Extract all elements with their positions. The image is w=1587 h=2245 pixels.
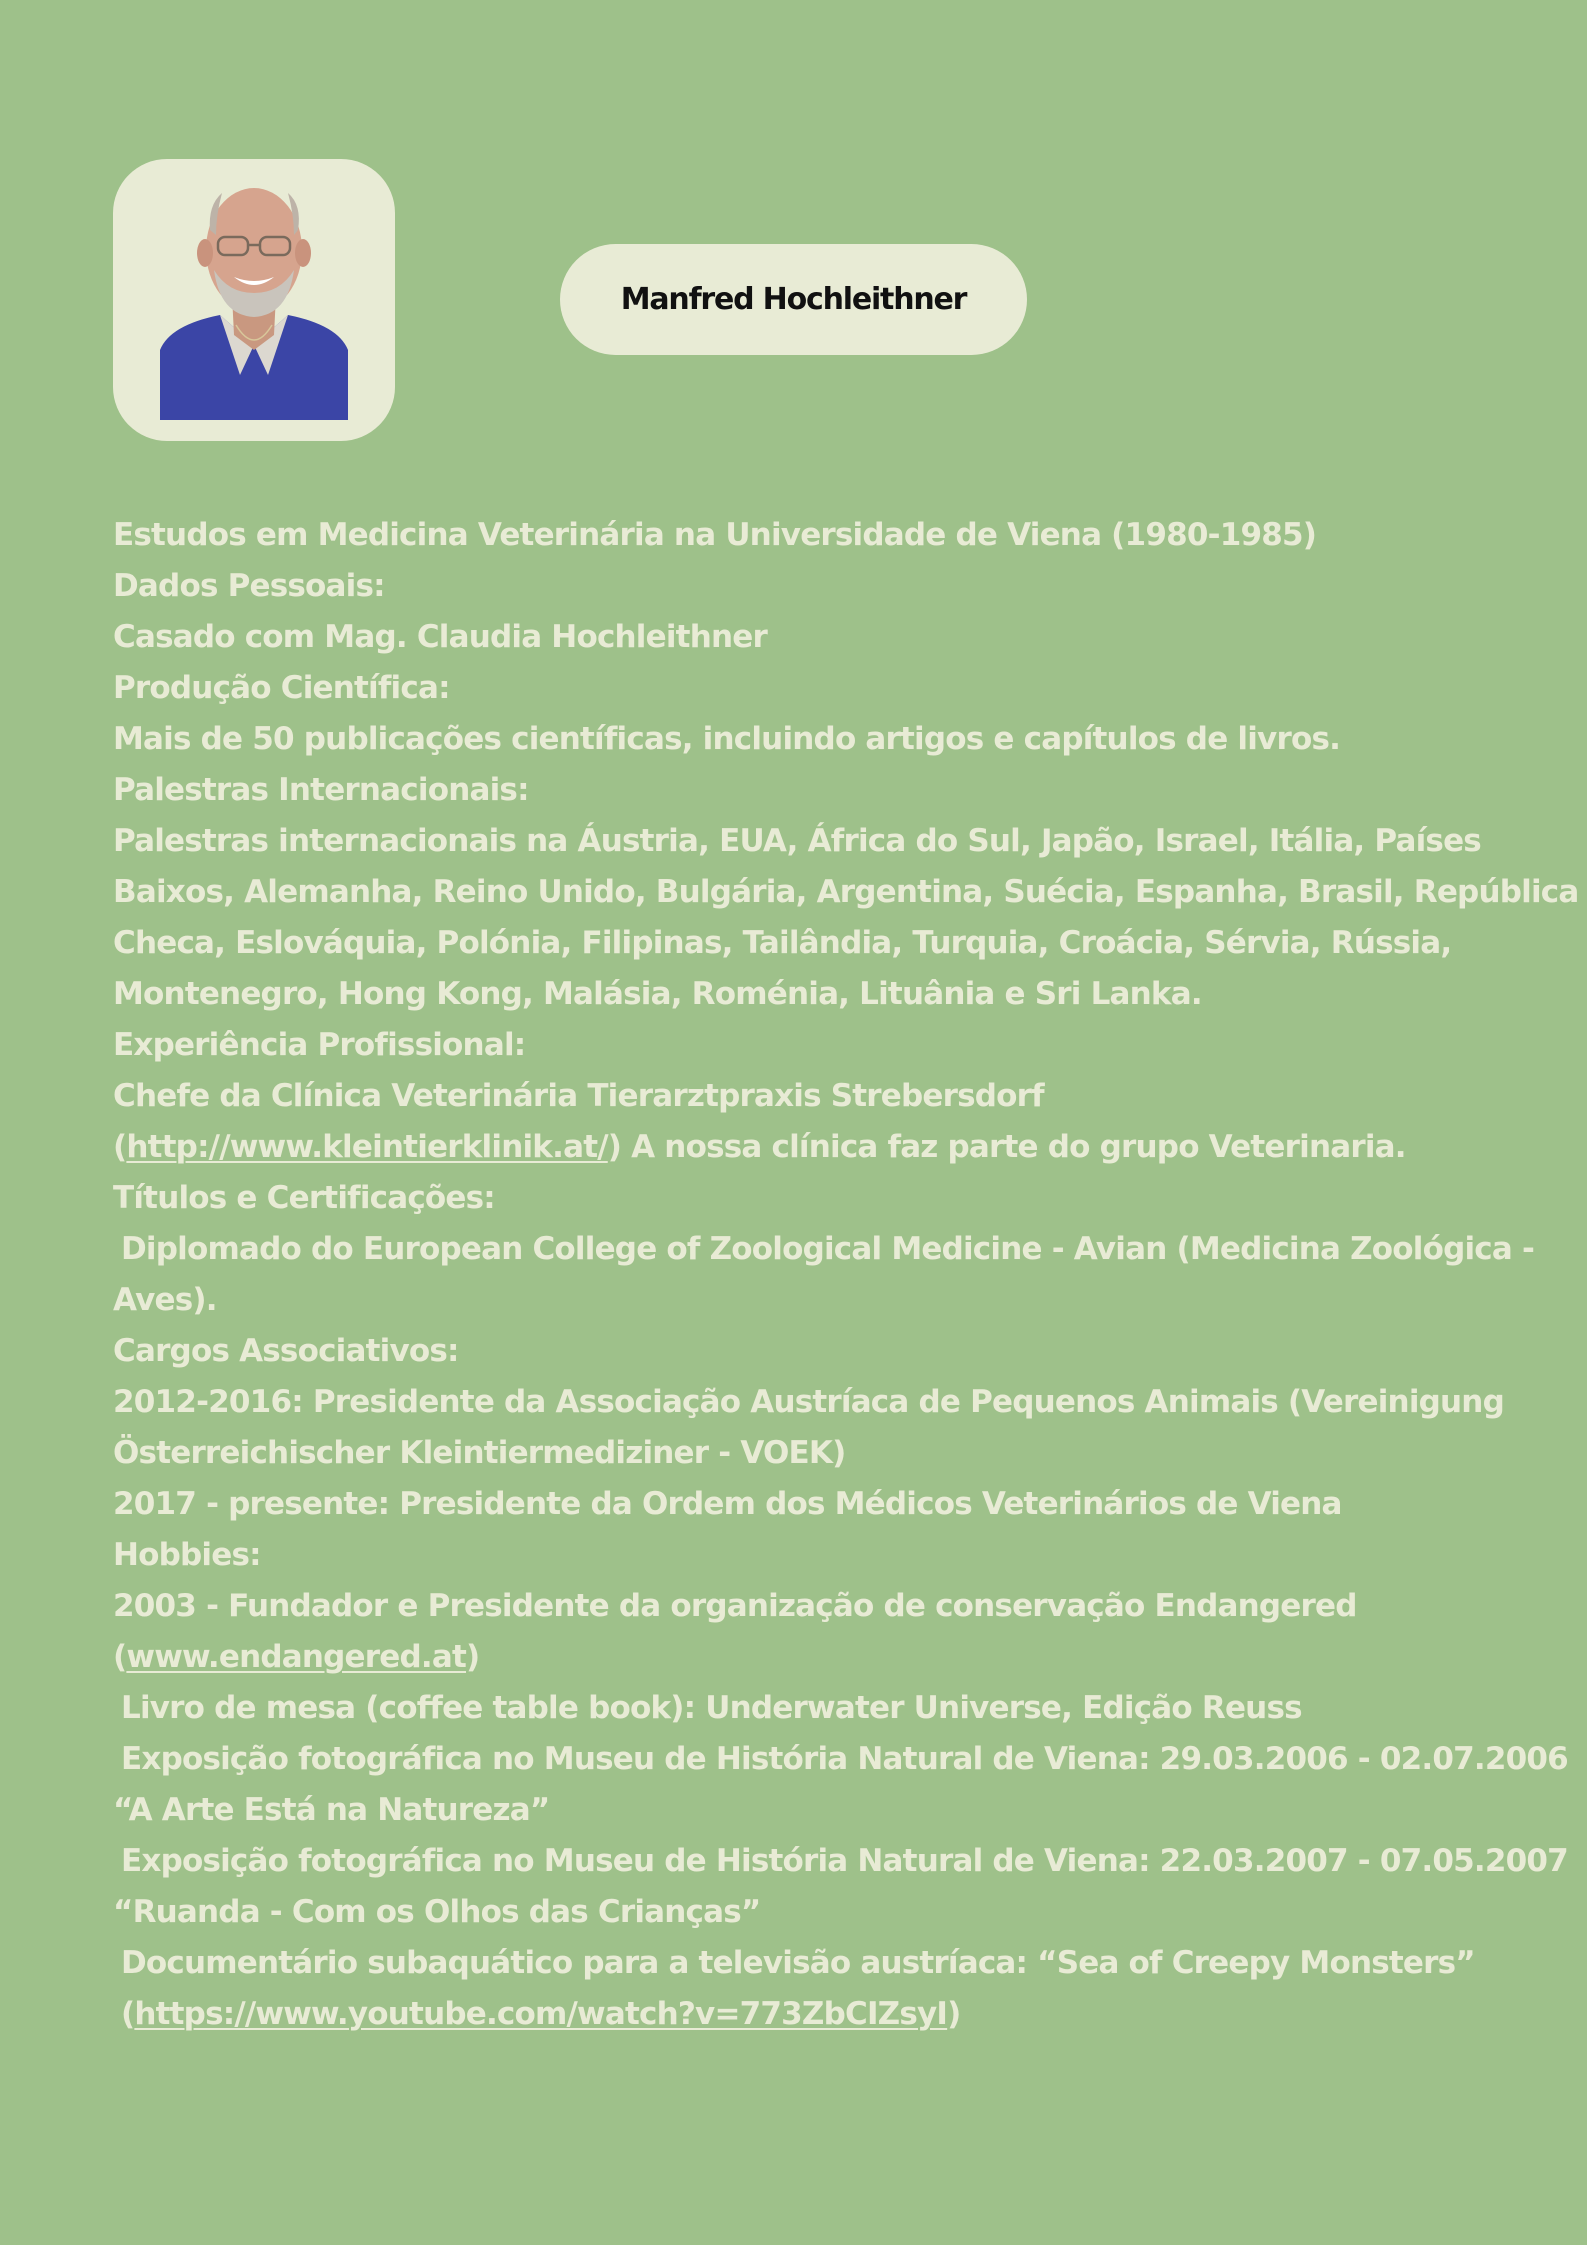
hobby-line: “Ruanda - Com os Olhos das Crianças” (113, 1894, 761, 1930)
experience-heading: Experiência Profissional: (113, 1027, 526, 1063)
hobby-link-line: (https://www.youtube.com/watch?v=773ZbCIZsyI) (121, 1996, 961, 2032)
clinic-link[interactable]: http://www.kleintierklinik.at/ (126, 1129, 608, 1165)
talks-heading: Palestras Internacionais: (113, 772, 529, 808)
portrait-photo-icon (160, 175, 348, 420)
talks-line: Montenegro, Hong Kong, Malásia, Roménia, Lituânia e Sri Lanka. (113, 976, 1202, 1012)
hobby-link-line: (www.endangered.at) (113, 1639, 480, 1675)
titles-heading: Títulos e Certificações: (113, 1180, 495, 1216)
association-line: 2017 - presente: Presidente da Ordem dos Médicos Veterinários de Viena (113, 1486, 1342, 1522)
hobby-line: Exposição fotográfica no Museu de História Natural de Viena: 29.03.2006 - 02.07.2006 (121, 1741, 1568, 1777)
youtube-link[interactable]: https://www.youtube.com/watch?v=773ZbCIZsyI (134, 1996, 948, 2032)
association-line: 2012-2016: Presidente da Associação Austríaca de Pequenos Animais (Vereinigung (113, 1384, 1504, 1420)
titles-line: Diplomado do European College of Zoological Medicine - Avian (Medicina Zoológica - (121, 1231, 1535, 1267)
studies-line: Estudos em Medicina Veterinária na Universidade de Viena (1980-1985) (113, 517, 1317, 553)
associations-heading: Cargos Associativos: (113, 1333, 459, 1369)
hobby-line: Documentário subaquático para a televisão austríaca: “Sea of Creepy Monsters” (121, 1945, 1475, 1981)
hobby-line: Exposição fotográfica no Museu de História Natural de Viena: 22.03.2007 - 07.05.2007 (121, 1843, 1568, 1879)
hobby-line: “A Arte Está na Natureza” (113, 1792, 550, 1828)
personal-heading: Dados Pessoais: (113, 568, 385, 604)
personal-line: Casado com Mag. Claudia Hochleithner (113, 619, 767, 655)
titles-line: Aves). (113, 1282, 217, 1318)
endangered-link[interactable]: www.endangered.at (126, 1639, 466, 1675)
profile-photo-card (113, 159, 395, 441)
talks-line: Palestras internacionais na Áustria, EUA, África do Sul, Japão, Israel, Itália, Países (113, 823, 1481, 859)
person-name: Manfred Hochleithner (620, 282, 967, 317)
experience-line: Chefe da Clínica Veterinária Tierarztpraxis Strebersdorf (113, 1078, 1044, 1114)
science-line: Mais de 50 publicações científicas, incluindo artigos e capítulos de livros. (113, 721, 1341, 757)
association-line: Österreichischer Kleintiermediziner - VOEK) (113, 1435, 846, 1471)
name-badge (560, 244, 1027, 355)
hobbies-heading: Hobbies: (113, 1537, 261, 1573)
experience-link-line: (http://www.kleintierklinik.at/) A nossa clínica faz parte do grupo Veterinaria. (113, 1129, 1406, 1165)
talks-line: Baixos, Alemanha, Reino Unido, Bulgária, Argentina, Suécia, Espanha, Brasil, República (113, 874, 1579, 910)
science-heading: Produção Científica: (113, 670, 450, 706)
hobby-line: Livro de mesa (coffee table book): Underwater Universe, Edição Reuss (121, 1690, 1302, 1726)
biography-text (113, 510, 1579, 2040)
talks-line: Checa, Eslováquia, Polónia, Filipinas, Tailândia, Turquia, Croácia, Sérvia, Rússia, (113, 925, 1452, 961)
hobby-line: 2003 - Fundador e Presidente da organização de conservação Endangered (113, 1588, 1357, 1624)
